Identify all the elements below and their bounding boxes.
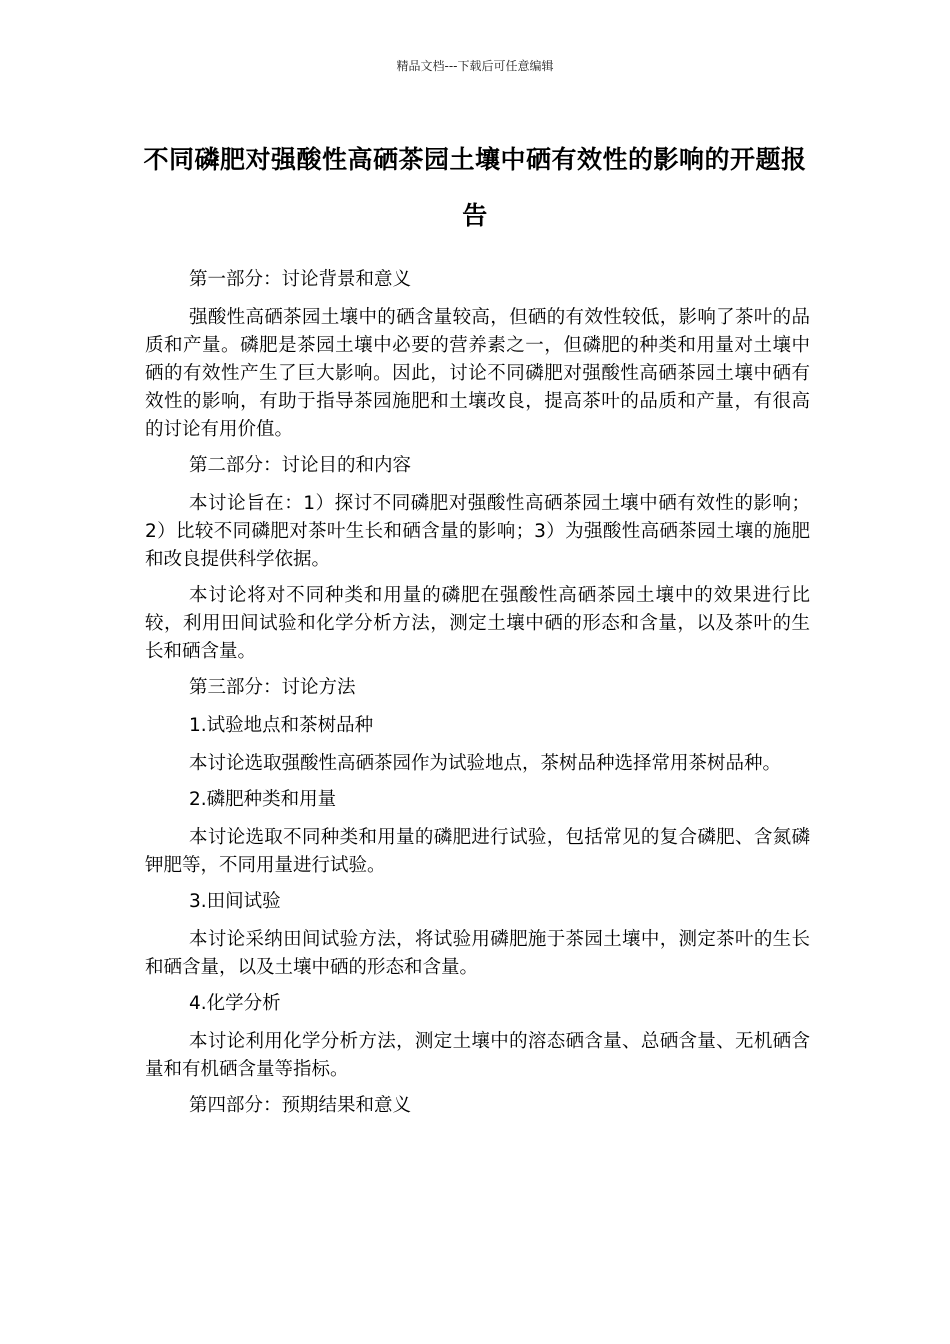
- section-heading-expected-results: 第四部分：预期结果和意义: [189, 1095, 412, 1116]
- paragraph-site: 本讨论选取强酸性高硒茶园作为试验地点，茶树品种选择常用茶树品种。: [189, 753, 782, 774]
- section-heading-methods: 第三部分：讨论方法: [189, 677, 356, 698]
- document-title: 不同磷肥对强酸性高硒茶园土壤中硒有效性的影响的开题报告: [143, 145, 807, 230]
- section-heading-objectives: 第二部分：讨论目的和内容: [189, 455, 412, 476]
- paragraph-field-trial: 本讨论采纳田间试验方法，将试验用磷肥施于茶园土壤中，测定茶叶的生长和硒含量，以及土壤中硒的形态和含量。: [145, 929, 810, 978]
- subheading-site: 1.试验地点和茶树品种: [189, 715, 374, 736]
- subheading-chemical-analysis: 4.化学分析: [189, 993, 281, 1014]
- paragraph-objectives: 本讨论旨在：1）探讨不同磷肥对强酸性高硒茶园土壤中硒有效性的影响；2）比较不同磷肥对茶叶生长和硒含量的影响；3）为强酸性高硒茶园土壤的施肥和改良提供科学依据。: [145, 493, 810, 570]
- header-note: 精品文档---下载后可任意编辑: [396, 59, 554, 73]
- paragraph-background: 强酸性高硒茶园土壤中的硒含量较高，但硒的有效性较低，影响了茶叶的品质和产量。磷肥是茶园土壤中必要的营养素之一，但磷肥的种类和用量对土壤中硒的有效性产生了巨大影响。因此，讨论不同磷肥对强酸性高硒茶园土壤中硒有效性的影响，有助于指导茶园施肥和土壤改良，提高茶叶的品质和产量，有很高的讨论有用价值。: [145, 307, 810, 440]
- paragraph-content: 本讨论将对不同种类和用量的磷肥在强酸性高硒茶园土壤中的效果进行比较，利用田间试验和化学分析方法，测定土壤中硒的形态和含量，以及茶叶的生长和硒含量。: [145, 585, 810, 662]
- paragraph-fertilizer: 本讨论选取不同种类和用量的磷肥进行试验，包括常见的复合磷肥、含氮磷钾肥等，不同用量进行试验。: [145, 827, 810, 876]
- section-heading-background: 第一部分：讨论背景和意义: [189, 269, 412, 290]
- document-body: [145, 266, 810, 1130]
- subheading-fertilizer: 2.磷肥种类和用量: [189, 789, 337, 810]
- paragraph-chemical-analysis: 本讨论利用化学分析方法，测定土壤中的溶态硒含量、总硒含量、无机硒含量和有机硒含量等指标。: [145, 1031, 810, 1080]
- subheading-field-trial: 3.田间试验: [189, 891, 281, 912]
